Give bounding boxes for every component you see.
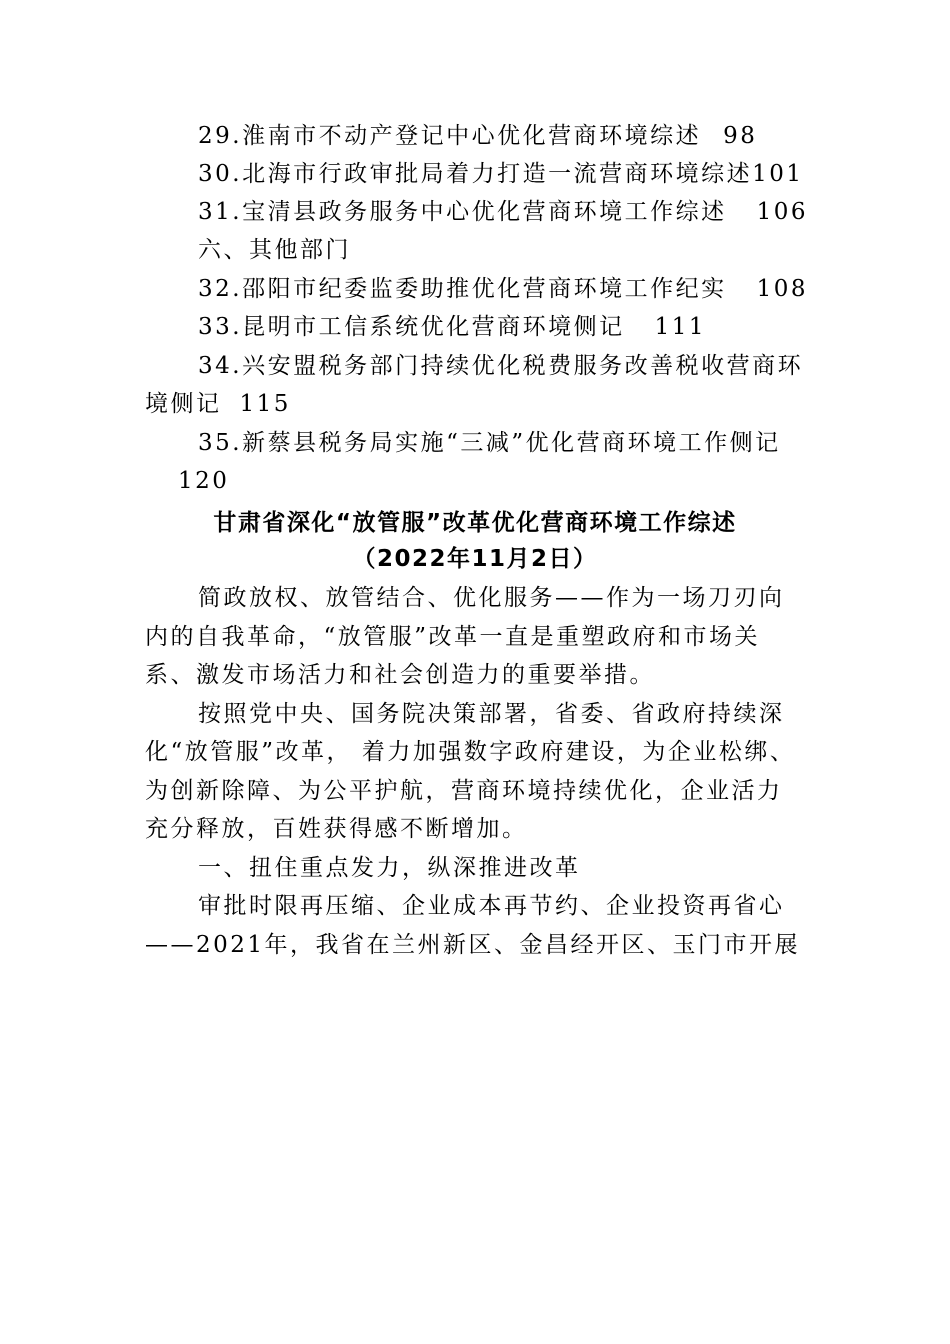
toc-item-page: 101 bbox=[752, 161, 804, 187]
paragraph-line: 充分释放，百姓获得感不断增加。 bbox=[145, 816, 528, 842]
toc-item-title: 30.北海市行政审批局着力打造一流营商环境综述 bbox=[198, 161, 753, 187]
paragraph-line: 按照党中央、国务院决策部署，省委、省政府持续深 bbox=[198, 701, 785, 727]
toc-item-page: 108 bbox=[756, 276, 808, 302]
toc-item-title: 35.新蔡县税务局实施“三减”优化营商环境工作侧记 bbox=[198, 430, 781, 456]
toc-item-page: 98 bbox=[723, 123, 758, 149]
toc-section-heading bbox=[198, 231, 351, 269]
toc-item-page-line bbox=[178, 462, 229, 500]
section-heading: 一、扭住重点发力，纵深推进改革 bbox=[198, 855, 581, 881]
toc-item-page: 120 bbox=[178, 468, 230, 494]
toc-item bbox=[198, 424, 781, 462]
toc-item bbox=[198, 155, 803, 193]
toc-item-page: 115 bbox=[239, 391, 291, 417]
article-title: 甘肃省深化“放管服”改革优化营商环境工作综述 bbox=[213, 510, 737, 536]
paragraph-line: 为创新除障、为公平护航，营商环境持续优化，企业活力 bbox=[145, 778, 783, 804]
paragraph-line: 内的自我革命，“放管服”改革一直是重塑政府和市场关 bbox=[145, 624, 761, 650]
toc-item bbox=[198, 117, 757, 155]
toc-item bbox=[198, 193, 808, 231]
paragraph-line: 化“放管服”改革， 着力加强数字政府建设，为企业松绑、 bbox=[145, 739, 796, 765]
toc-item-page: 106 bbox=[756, 199, 808, 225]
paragraph-line: 系、激发市场活力和社会创造力的重要举措。 bbox=[145, 662, 655, 688]
toc-item-page: 111 bbox=[654, 314, 706, 340]
toc-item-line2 bbox=[145, 385, 291, 423]
article-date: （2022年11月2日） bbox=[352, 546, 598, 572]
toc-item bbox=[198, 270, 808, 308]
toc-item-title: 33.昆明市工信系统优化营商环境侧记 bbox=[198, 314, 625, 340]
toc-item-title: 29.淮南市不动产登记中心优化营商环境综述 bbox=[198, 123, 702, 149]
toc-item-title: 31.宝清县政务服务中心优化营商环境工作综述 bbox=[198, 199, 727, 225]
paragraph-line: 审批时限再压缩、企业成本再节约、企业投资再省心 bbox=[198, 893, 785, 919]
toc-item-title: 32.邵阳市纪委监委助推优化营商环境工作纪实 bbox=[198, 276, 727, 302]
toc-item bbox=[198, 308, 706, 346]
toc-item-title-continued: 境侧记 bbox=[145, 391, 222, 417]
toc-item-title: 34.兴安盟税务部门持续优化税费服务改善税收营商环 bbox=[198, 353, 804, 379]
toc-item-line1 bbox=[198, 347, 803, 385]
paragraph-line: 简政放权、放管结合、优化服务——作为一场刀刃向 bbox=[198, 585, 785, 611]
toc-section-label: 六、其他部门 bbox=[198, 237, 351, 263]
paragraph-line: ——2021年，我省在兰州新区、金昌经开区、玉门市开展 bbox=[145, 932, 801, 958]
